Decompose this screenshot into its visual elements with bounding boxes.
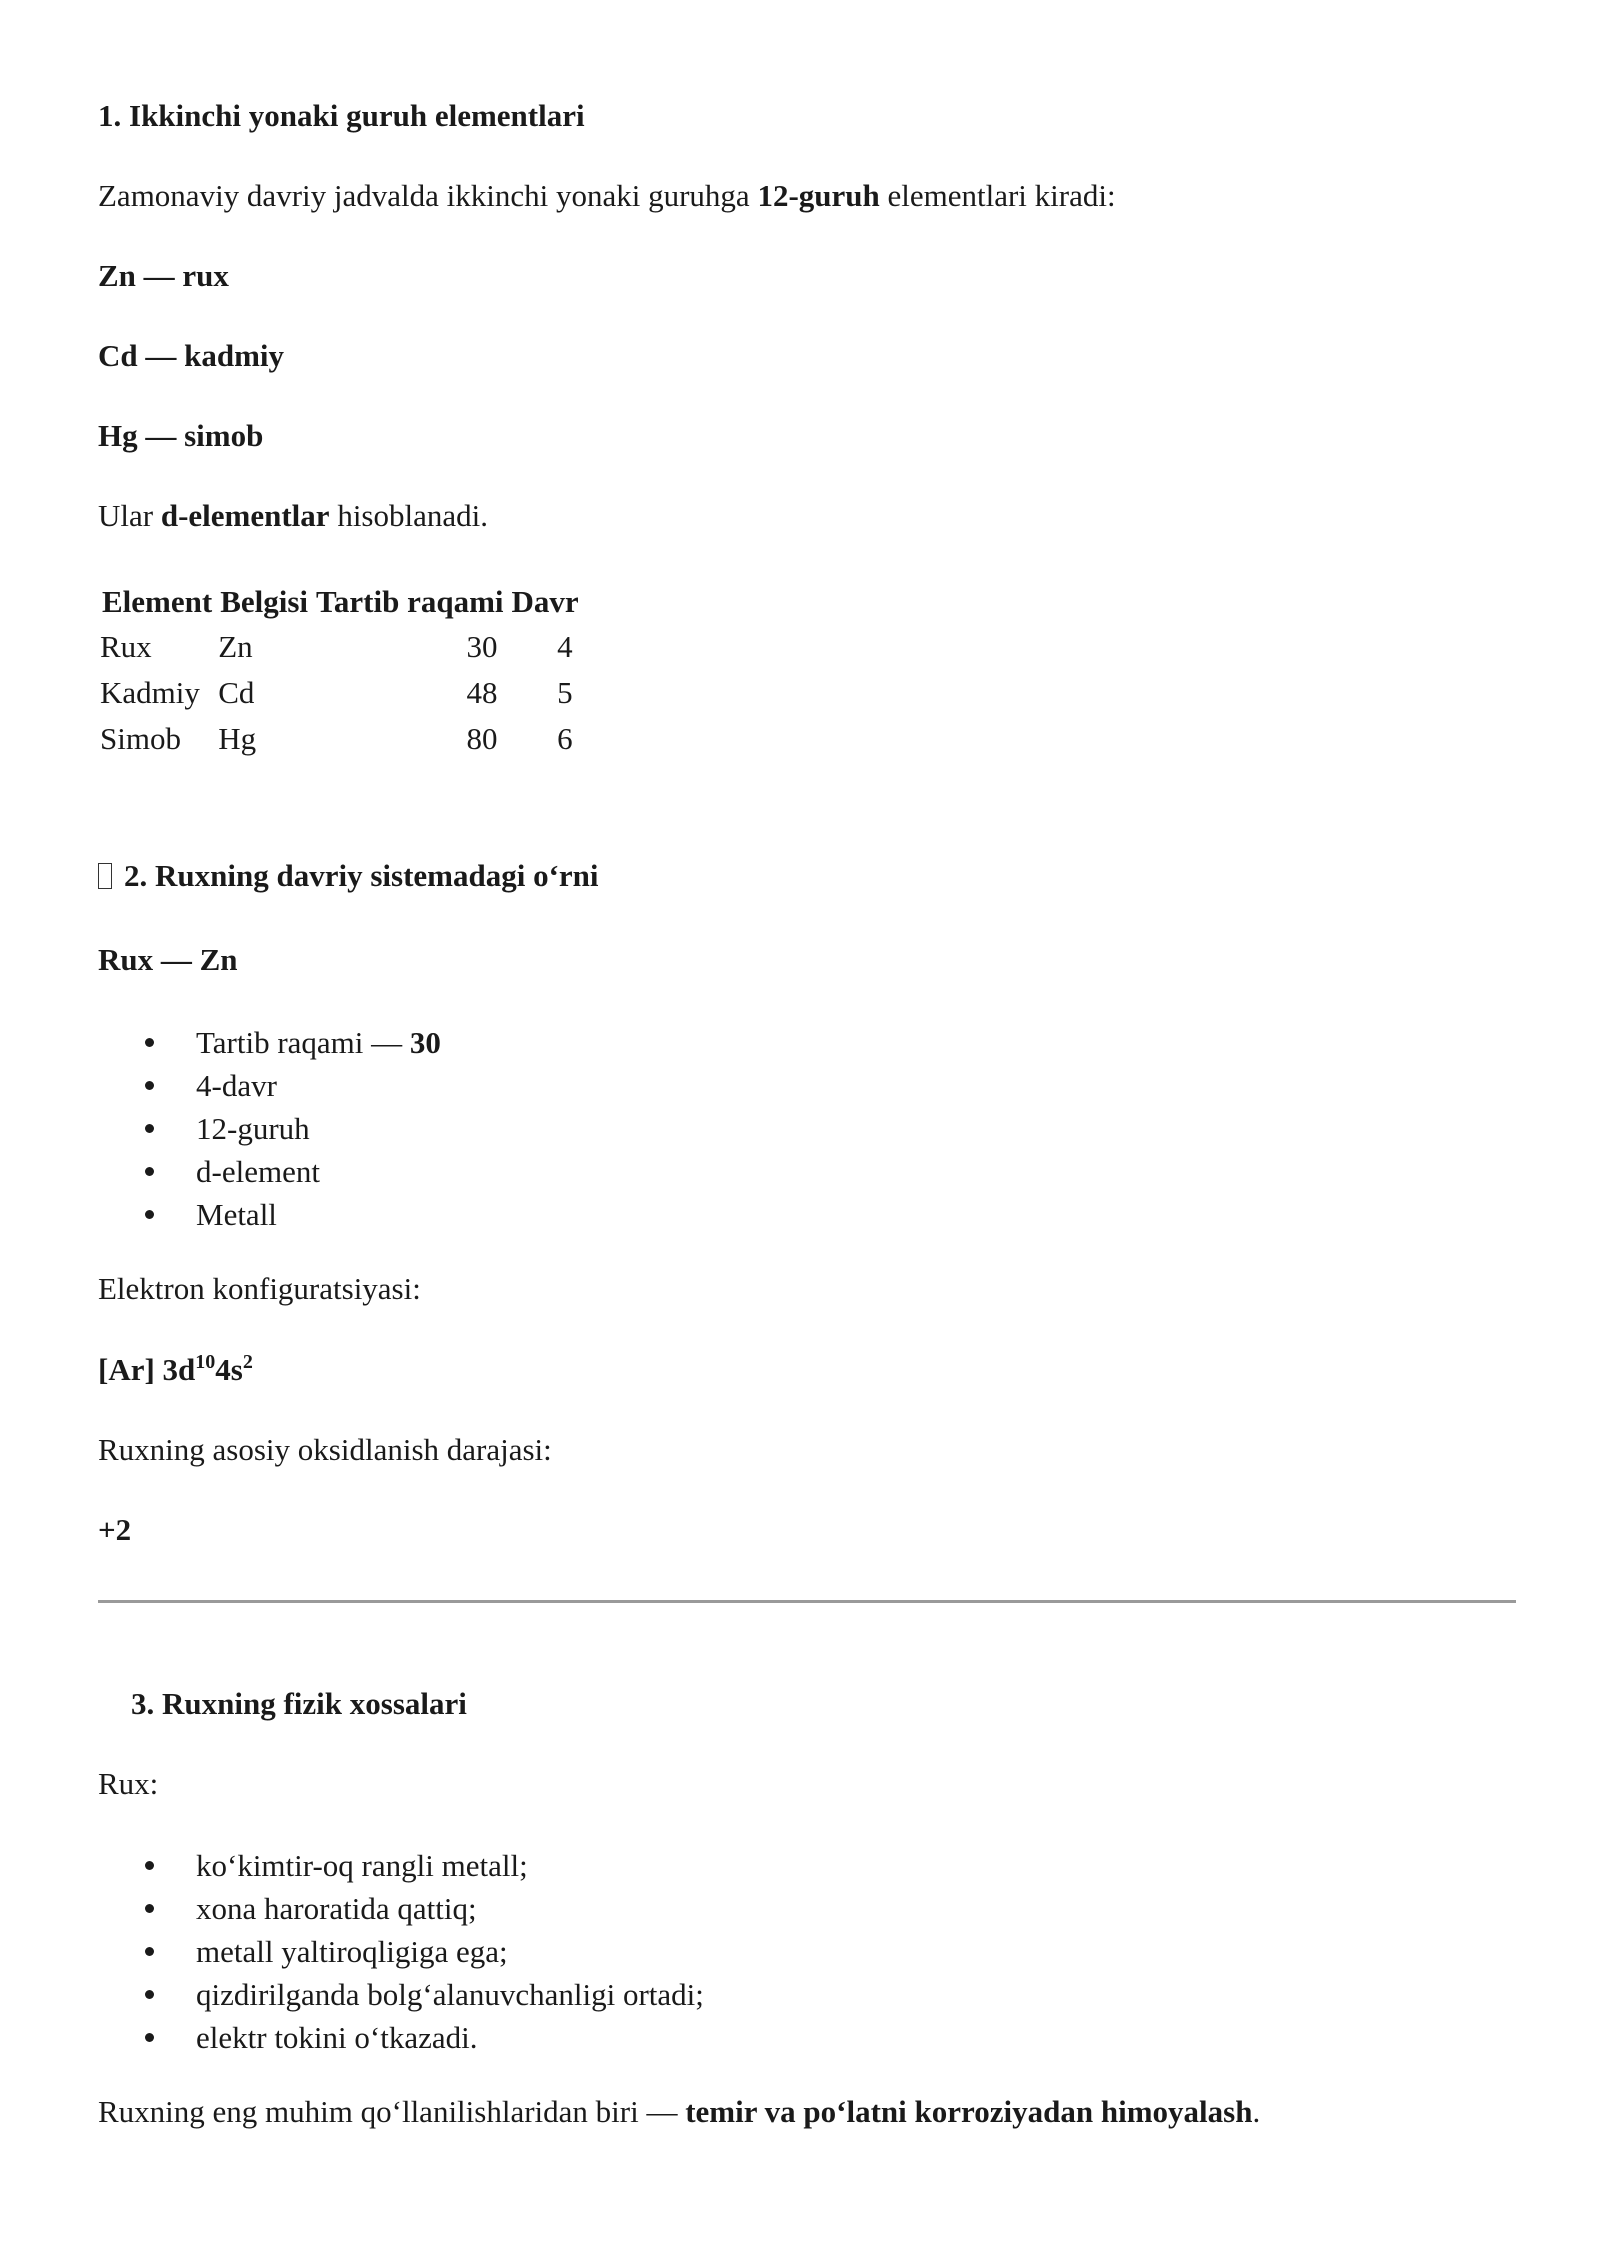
list-item-text: metall yaltiroqligiga ega; xyxy=(196,1934,508,1969)
table-header-number: Tartib raqami xyxy=(316,584,504,619)
physical-properties-list xyxy=(98,1844,704,2059)
section-3-intro: Rux: xyxy=(98,1766,159,1801)
table-header-row xyxy=(98,580,583,624)
element-hg: Hg — simob xyxy=(98,418,264,453)
intro-text-end: elementlari kiradi: xyxy=(879,178,1116,213)
list-item-text: xona haroratida qattiq; xyxy=(196,1891,477,1926)
bullet-icon xyxy=(145,1124,154,1133)
table-cell: 80 xyxy=(466,721,498,756)
bullet-icon xyxy=(145,1861,154,1870)
table-row xyxy=(98,716,583,762)
table-header-symbol: Belgisi xyxy=(220,584,309,619)
electron-configuration xyxy=(98,1350,253,1390)
closing-text: Ruxning eng muhim qo‘llanilishlaridan biri — xyxy=(98,2094,686,2129)
bullet-icon xyxy=(145,1167,154,1176)
table-row xyxy=(98,670,583,716)
list-item-bold: 30 xyxy=(409,1025,441,1060)
table-cell: 6 xyxy=(557,721,573,756)
section-2-heading xyxy=(98,856,599,896)
list-item-text: ko‘kimtir-oq rangli metall; xyxy=(196,1848,528,1883)
horizontal-divider xyxy=(98,1600,1516,1603)
list-item xyxy=(98,1193,441,1236)
list-item xyxy=(98,1064,441,1107)
list-item xyxy=(98,1150,441,1193)
config-mid: 4s xyxy=(215,1352,243,1387)
list-item xyxy=(98,1887,704,1930)
elements-table xyxy=(98,580,583,762)
list-item xyxy=(98,1930,704,1973)
bullet-icon xyxy=(145,2033,154,2042)
oxidation-label: Ruxning asosiy oksidlanish darajasi: xyxy=(98,1432,552,1467)
bullet-icon xyxy=(145,1038,154,1047)
intro-text: Zamonaviy davriy jadvalda ikkinchi yonaki guruhga xyxy=(98,178,758,213)
list-item xyxy=(98,1021,441,1064)
section-1-heading: 1. Ikkinchi yonaki guruh elementlari xyxy=(98,98,585,133)
oxidation-value: +2 xyxy=(98,1512,132,1547)
list-item xyxy=(98,1107,441,1150)
list-item xyxy=(98,1844,704,1887)
config-sup-s: 2 xyxy=(242,1351,253,1373)
closing-period: . xyxy=(1252,2094,1261,2129)
list-item-text: elektr tokini o‘tkazadi. xyxy=(196,2020,478,2055)
list-item-text: Metall xyxy=(196,1197,277,1232)
zinc-properties-list xyxy=(98,1021,441,1236)
bullet-icon xyxy=(145,1210,154,1219)
table-cell: Zn xyxy=(218,629,253,664)
bullet-icon xyxy=(145,1081,154,1090)
closing-bold: temir va po‘latni korroziyadan himoyalash xyxy=(685,2094,1253,2129)
table-cell: Kadmiy xyxy=(100,675,200,710)
table-cell: Rux xyxy=(100,629,152,664)
closing-sentence xyxy=(98,2092,1260,2132)
table-cell: 30 xyxy=(466,629,498,664)
bullet-icon xyxy=(145,1947,154,1956)
element-zn: Zn — rux xyxy=(98,258,229,293)
table-cell: 48 xyxy=(466,675,498,710)
ular-text-end: hisoblanadi. xyxy=(329,498,488,533)
d-elements-note xyxy=(98,496,488,536)
table-header-element: Element xyxy=(102,584,213,619)
list-item-text: d-element xyxy=(196,1154,320,1189)
config-sup-d: 10 xyxy=(195,1351,216,1373)
section-3-heading: 3. Ruxning fizik xossalari xyxy=(131,1686,467,1721)
table-cell: Hg xyxy=(218,721,257,756)
list-item xyxy=(98,2016,704,2059)
list-item-text: Tartib raqami — xyxy=(196,1025,410,1060)
bullet-icon xyxy=(145,1904,154,1913)
ular-text: Ular xyxy=(98,498,161,533)
intro-bold: 12-guruh xyxy=(757,178,880,213)
table-cell: 4 xyxy=(557,629,573,664)
table-cell: Simob xyxy=(100,721,181,756)
table-header-period: Davr xyxy=(511,584,579,619)
config-label: Elektron konfiguratsiyasi: xyxy=(98,1271,421,1306)
ular-bold: d-elementlar xyxy=(160,498,330,533)
bullet-icon xyxy=(145,1990,154,1999)
config-base: [Ar] 3d xyxy=(98,1352,196,1387)
element-cd: Cd — kadmiy xyxy=(98,338,285,373)
list-item xyxy=(98,1973,704,2016)
table-cell: Cd xyxy=(218,675,255,710)
table-cell: 5 xyxy=(557,675,573,710)
section-2-heading-text: 2. Ruxning davriy sistemadagi o‘rni xyxy=(124,858,599,893)
list-item-text: qizdirilganda bolg‘alanuvchanligi ortadi; xyxy=(196,1977,704,2012)
section-1-intro xyxy=(98,176,1116,216)
missing-glyph-icon xyxy=(98,863,112,889)
list-item-text: 12-guruh xyxy=(196,1111,310,1146)
table-row xyxy=(98,624,583,670)
section-2-subheading: Rux — Zn xyxy=(98,942,238,977)
list-item-text: 4-davr xyxy=(196,1068,277,1103)
